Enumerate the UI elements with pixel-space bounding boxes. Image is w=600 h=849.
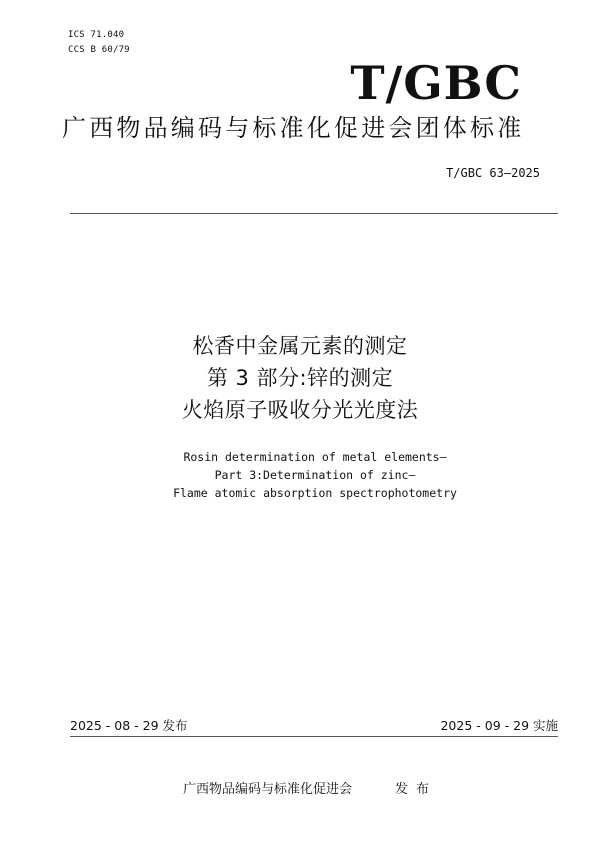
english-title-line-3: Flame atomic absorption spectrophotometry <box>173 486 457 500</box>
chinese-title-line-2: 第 3 部分:锌的测定 <box>206 366 394 390</box>
header-divider <box>70 213 558 214</box>
publisher-name: 广西物品编码与标准化促进会 <box>183 782 353 797</box>
ccs-code: CCS B 60/79 <box>68 45 130 55</box>
english-title-line-2: Part 3:Determination of zinc— <box>214 468 416 482</box>
date-divider <box>70 736 558 737</box>
issue-date: 2025 - 08 - 29 发布 <box>70 718 188 733</box>
implementation-date: 2025 - 09 - 29 实施 <box>440 718 558 733</box>
chinese-title-line-1: 松香中金属元素的测定 <box>192 334 408 358</box>
standard-number: T/GBC 63—2025 <box>446 166 540 180</box>
ics-code: ICS 71.040 <box>68 30 125 40</box>
organization-title: 广西物品编码与标准化促进会团体标准 <box>62 114 525 142</box>
publish-label: 发布 <box>395 782 438 797</box>
standard-logo: T/GBC <box>350 56 522 110</box>
english-title-line-1: Rosin determination of metal elements— <box>183 450 447 464</box>
chinese-title-line-3: 火焰原子吸收分光光度法 <box>181 398 419 422</box>
